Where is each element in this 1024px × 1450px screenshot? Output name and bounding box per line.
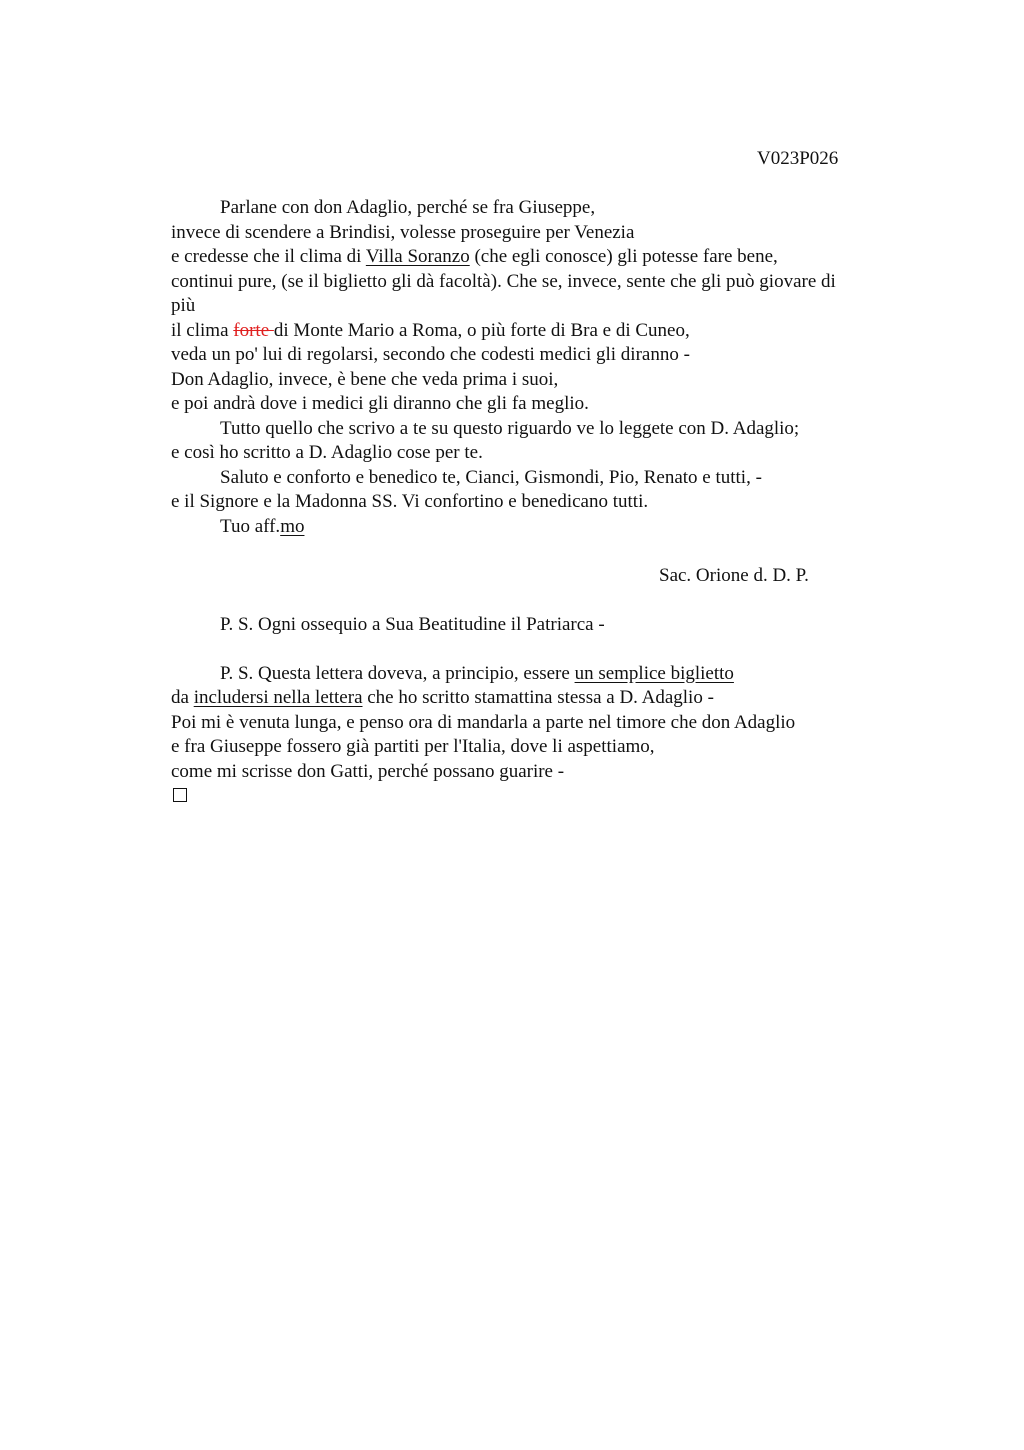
signature: Sac. Orione d. D. P. xyxy=(659,564,809,586)
paragraph-1-line-6 xyxy=(171,319,901,344)
underlined-phrase: includersi nella lettera xyxy=(193,687,363,708)
paragraph-1-line-2: invece di scendere a Brindisi, volesse proseguire per Venezia xyxy=(171,221,635,243)
empty-square-icon xyxy=(173,788,187,802)
blank-line xyxy=(171,588,901,613)
document-reference-code: V023P026 xyxy=(757,148,839,169)
closing-abbreviation: mo xyxy=(280,515,305,537)
text-segment: (che egli conosce) gli potesse fare bene, xyxy=(469,246,778,267)
closing-line xyxy=(171,515,901,540)
paragraph-1-line-7: veda un po' lui di regolarsi, secondo che codesti medici gli diranno - xyxy=(171,344,690,365)
paragraph-3-line-1: Saluto e conforto e benedico te, Cianci, Gismondi, Pio, Renato e tutti, - xyxy=(220,466,762,488)
underlined-phrase: un semplice biglietto xyxy=(574,662,734,684)
end-marker-line xyxy=(171,784,901,809)
text-segment: di Monte Mario a Roma, o più forte di Bra e di Cuneo, xyxy=(273,319,690,341)
deleted-word: forte xyxy=(233,319,274,341)
postscript-2-line-4: e fra Giuseppe fossero già partiti per l'Italia, dove li aspettiamo, xyxy=(171,736,655,757)
paragraph-3-line-2: e il Signore e la Madonna SS. Vi confortino e benedicano tutti. xyxy=(171,491,649,512)
postscript-2-line-5: come mi scrisse don Gatti, perché possano guarire - xyxy=(171,760,565,782)
paragraph-1-line-8: Don Adaglio, invece, è bene che veda prima i suoi, xyxy=(171,368,559,390)
paragraph-1-line-4: continui pure, (se il biglietto gli dà facoltà). Che se, invece, sente che gli può giovare di xyxy=(171,270,836,292)
closing-text: Tuo aff. xyxy=(220,515,281,537)
postscript-2-line-2 xyxy=(171,686,901,711)
text-segment: da xyxy=(171,687,194,708)
paragraph-1-line-9: e poi andrà dove i medici gli diranno che gli fa meglio. xyxy=(171,393,589,414)
paragraph-1-line-3 xyxy=(171,245,901,270)
text-segment: e credesse che il clima di xyxy=(171,246,366,267)
postscript-1: P. S. Ogni ossequio a Sua Beatitudine il Patriarca - xyxy=(220,613,605,635)
text-segment: che ho scritto stamattina stessa a D. Adaglio - xyxy=(362,687,714,708)
underlined-place-name: Villa Soranzo xyxy=(365,246,470,267)
postscript-2-line-1 xyxy=(171,662,901,687)
paragraph-1-line-5: più xyxy=(171,295,196,316)
paragraph-2-line-1: Tutto quello che scrivo a te su questo riguardo ve lo leggete con D. Adaglio; xyxy=(220,417,800,439)
text-segment: P. S. Questa lettera doveva, a principio, essere xyxy=(220,662,575,684)
postscript-2-line-3: Poi mi è venuta lunga, e penso ora di mandarla a parte nel timore che don Adaglio xyxy=(171,711,796,733)
text-segment: il clima xyxy=(171,319,234,341)
blank-line xyxy=(171,539,901,564)
letter-body xyxy=(171,196,901,809)
blank-line xyxy=(171,637,901,662)
paragraph-2-line-2: e così ho scritto a D. Adaglio cose per te. xyxy=(171,442,483,463)
paragraph-1-line-1: Parlane con don Adaglio, perché se fra Giuseppe, xyxy=(220,197,596,218)
